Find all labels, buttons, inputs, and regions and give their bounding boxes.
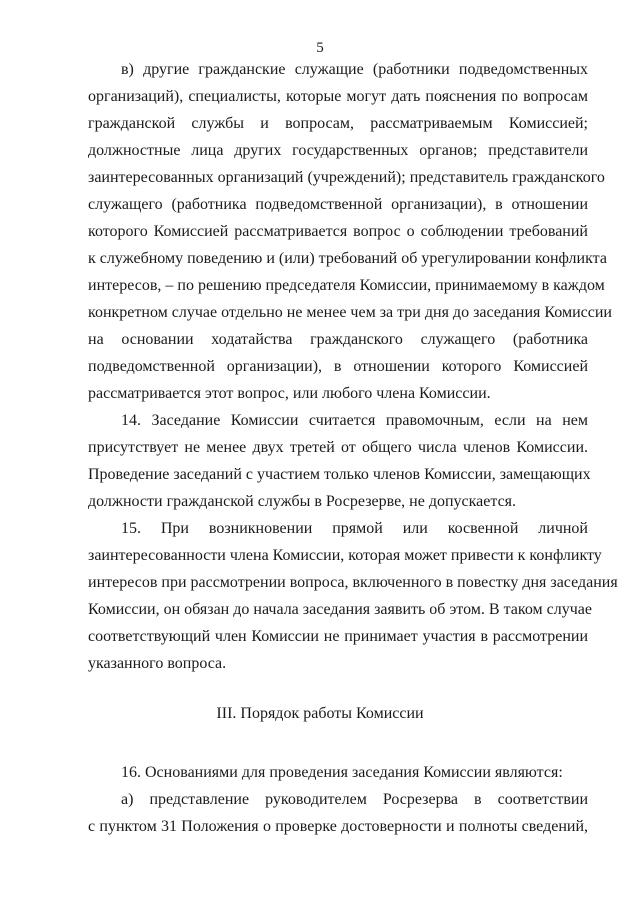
text-line: а) представление руководителем Росрезерва в соответствии [121, 791, 588, 808]
text-line: служащего (работника подведомственной организации), в отношении [88, 196, 588, 213]
text-line: присутствует не менее двух третей от общего числа членов Комиссии. [88, 439, 588, 456]
text-line: заинтересованности члена Комиссии, которая может привести к конфликту [88, 547, 602, 564]
text-line: заинтересованных организаций (учреждений); представитель гражданского [88, 169, 605, 186]
text-line: гражданской службы и вопросам, рассматриваемым Комиссией; [88, 115, 588, 132]
text-line: к служебному поведению и (или) требований об урегулировании конфликта [88, 250, 607, 267]
text-line: с пунктом 31 Положения о проверке достоверности и полноты сведений, [88, 818, 588, 835]
text-line: Проведение заседаний с участием только членов Комиссии, замещающих [88, 466, 591, 483]
section-heading: III. Порядок работы Комиссии [216, 705, 424, 722]
text-line: 15. При возникновении прямой или косвенной личной [121, 520, 588, 537]
text-line: интересов, – по решению председателя Комиссии, принимаемому в каждом [88, 277, 605, 294]
text-line: в) другие гражданские служащие (работники подведомственных [121, 61, 588, 78]
text-line: организаций), специалисты, которые могут дать пояснения по вопросам [88, 88, 588, 105]
text-line: интересов при рассмотрении вопроса, включенного в повестку дня заседания [88, 574, 618, 591]
text-line: которого Комиссией рассматривается вопрос о соблюдении требований [88, 223, 588, 240]
text-line: соответствующий член Комиссии не принимает участия в рассмотрении [88, 628, 588, 645]
text-line: подведомственной организации), в отношении которого Комиссией [88, 358, 588, 375]
text-line: должностные лица других государственных органов; представители [88, 142, 588, 159]
text-line: должности гражданской службы в Росрезерве, не допускается. [88, 493, 517, 510]
page-number: 5 [316, 40, 324, 56]
text-line: указанного вопроса. [88, 655, 227, 672]
text-line: Комиссии, он обязан до начала заседания заявить об этом. В таком случае [88, 601, 592, 618]
text-line: конкретном случае отдельно не менее чем за три дня до заседания Комиссии [88, 304, 612, 321]
text-line: 16. Основаниями для проведения заседания Комиссии являются: [121, 764, 563, 781]
text-line: рассматривается этот вопрос, или любого члена Комиссии. [88, 385, 491, 402]
text-line: на основании ходатайства гражданского служащего (работника [88, 331, 588, 348]
text-line: 14. Заседание Комиссии считается правомочным, если на нем [121, 412, 588, 429]
